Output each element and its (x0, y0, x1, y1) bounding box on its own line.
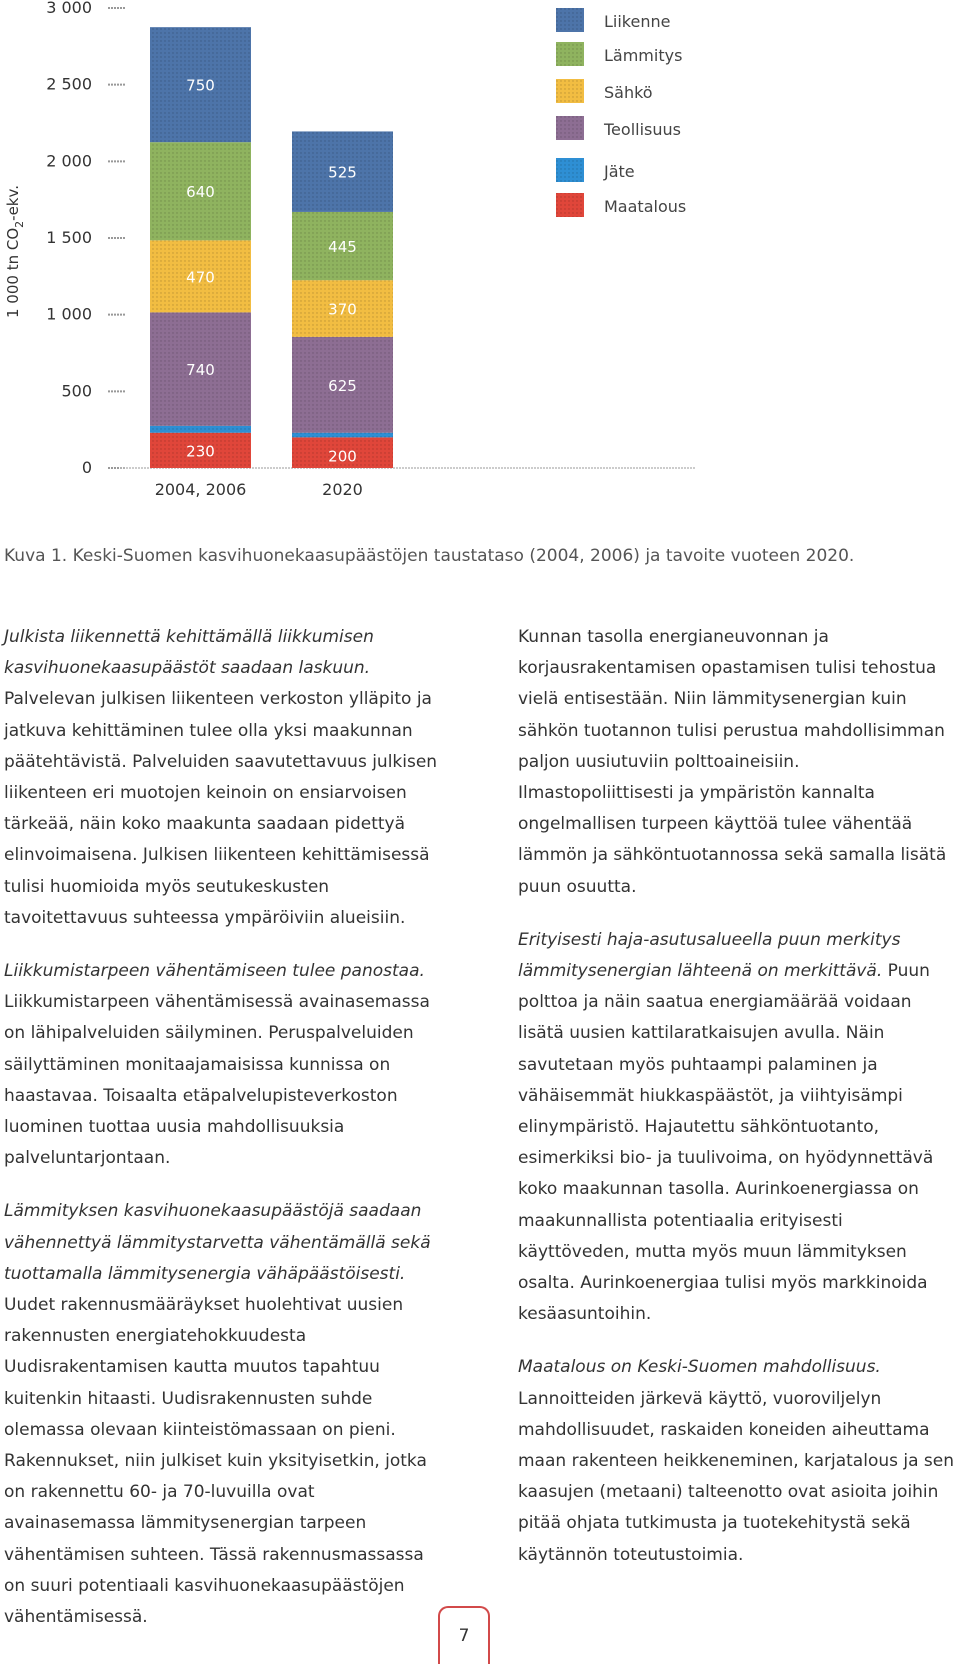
x-tick-label: 2004, 2006 (154, 480, 247, 499)
x-tick-label: 2020 (322, 480, 363, 499)
chart-legend (556, 8, 686, 217)
paragraph (518, 622, 958, 903)
bar-data-label: 230 (186, 442, 215, 461)
bar-data-label: 640 (186, 183, 215, 202)
paragraph (4, 956, 444, 1174)
bar-data-label: 470 (186, 268, 215, 287)
bar-data-label: 740 (186, 361, 215, 380)
bar-data-label: 200 (328, 447, 357, 466)
y-axis-label-suffix: -ekv. (4, 185, 22, 221)
paragraph-body: Palvelevan julkisen liikenteen verkoston ylläpito ja jatkuva kehittäminen tulee olla yksi maakunnan päätehtävistä. Palveluiden saavutettavuus julkisen liikenteen eri muotojen keinoin on ensiarvoisen tärkeää, näin koko maakunta saadaan pidettyä elinvoimaisena. Julkisen liikenteen kehittämisessä tulisi huomioida myös seutukeskusten tavoitettavuus suhteessa ympäröiviin alueisiin. (4, 689, 438, 928)
figure-caption: Kuva 1. Keski-Suomen kasvihuonekaasupäästöjen taustataso (2004, 2006) ja tavoite vuoteen 2020. (4, 546, 855, 566)
paragraph-body: Kunnan tasolla energianeuvonnan ja korjausrakentamisen opastamisen tulisi tehostua vielä entisestään. Niin lämmitysenergian kuin sähkön tuotannon tulisi perustua mahdollisimman paljon uusiutuviin polttoaineisiin. Ilmastopoliittisesti ja ympäristön kannalta ongelmallisen turpeen käyttöä tulee vähentää lämmön ja sähköntuotannossa sekä samalla lisätä puun osuutta. (518, 627, 947, 897)
paragraph-lead: Liikkumistarpeen vähentämiseen tulee panostaa. (4, 961, 425, 982)
bar-data-label: 445 (328, 238, 357, 257)
paragraph-lead: Julkista liikennettä kehittämällä liikkumisen kasvihuonekaasupäästöt saadaan laskuun. (4, 627, 374, 679)
paragraph-body: Lannoitteiden järkevä käyttö, vuoroviljelyn mahdollisuudet, raskaiden koneiden aiheuttama maan rakenteen heikkeneminen, karjatalous ja sen kaasujen (metaani) talteenotto ovat asioita joihin pitää ohjata tutkimusta ja tuotekehitystä sekä käytännön toteutustoimia. (518, 1388, 955, 1565)
legend-label: Jäte (604, 162, 635, 181)
emissions-stacked-bar-chart (0, 0, 960, 510)
bar-data-label: 370 (328, 300, 357, 319)
bar-stacks (150, 27, 393, 468)
bar-data-label: 525 (328, 163, 357, 182)
y-axis-label-main: 1 000 tn CO (4, 227, 22, 318)
paragraph-body: Uudet rakennusmääräykset huolehtivat uusien rakennusten energiatehokkuudesta Uudisrakentamisen kautta muutos tapahtuu kuitenkin hitaasti. Uudisrakennusten suhde olemassa olevaan kiinteistömassaan on pieni. Rakennukset, niin julkiset kuin yksityisetkin, jotka on rakennettu 60- ja 70-luvuilla ovat avainasemassa lämmitysenergian tarpeen vähentämisen suhteen. Tässä rakennusmassassa on suuri potentiaali kasvihuonekaasupäästöjen vähentämisessä. (4, 1295, 427, 1628)
legend-label: Liikenne (604, 12, 671, 31)
legend-swatch-texture (556, 193, 584, 217)
y-tick-label: 0 (81, 458, 92, 477)
legend-label: Lämmitys (604, 46, 683, 65)
y-axis-label (4, 185, 26, 318)
y-tick-label: 500 (61, 381, 92, 401)
legend-label: Maatalous (604, 197, 687, 216)
legend-label: Teollisuus (604, 120, 681, 139)
paragraph-lead: Maatalous on Keski-Suomen mahdollisuus. (518, 1357, 881, 1378)
bar-data-label: 750 (186, 76, 215, 95)
x-axis-labels (155, 480, 363, 499)
paragraph-body: Liikkumistarpeen vähentämisessä avainasemassa on lähipalveluiden säilyminen. Peruspalveluiden säilyttäminen monitaajamaisissa kunnissa on haastavaa. Toisaalta etäpalvelupisteverkoston luominen tuottaa uusia mahdollisuuksia palveluntarjontaan. (4, 992, 430, 1169)
paragraph-lead: Lämmityksen kasvihuonekaasupäästöjä saadaan vähennettyä lämmitystarvetta vähentämällä sekä tuottamalla lämmitysenergia vähäpäästöisesti. (4, 1201, 431, 1284)
y-axis-label-sub: 2 (13, 220, 26, 228)
bar-data-label: 625 (328, 376, 357, 395)
y-tick-label: 1 500 (46, 228, 92, 247)
y-tick-label: 3 000 (46, 0, 92, 17)
page-number: 7 (438, 1606, 490, 1664)
paragraph (4, 1196, 444, 1633)
paragraph (518, 1352, 958, 1570)
left-text-column (4, 622, 444, 1655)
legend-swatch-texture (556, 158, 584, 182)
paragraph-lead: Erityisesti haja-asutusalueella puun merkitys lämmitysenergian lähteenä on merkittävä. (518, 929, 901, 982)
legend-label: Sähkö (604, 83, 653, 102)
legend-swatch-texture (556, 42, 584, 66)
svg-text:1 000 tn CO2-ekv. (4, 185, 26, 318)
y-axis (46, 0, 126, 477)
paragraph (518, 925, 958, 1331)
right-text-column (518, 622, 958, 1593)
y-tick-label: 2 000 (46, 151, 92, 171)
legend-swatch-texture (556, 8, 584, 32)
paragraph-body: Puun polttoa ja näin saatua energiamäärää voidaan lisätä uusien kattilaratkaisujen avulla. Näin savutetaan myös puhtaampi palaminen ja vähäisemmät hiukkaspäästöt, ja viihtyisämpi elinympäristö. Hajautettu sähköntuotanto, esimerkiksi bio- ja tuulivoima, on hyödynnettävä koko maakunnan tasolla. Aurinkoenergiassa on maakunnallista potentiaalia erityisesti käyttöveden, mutta myös muun lämmityksen osalta. Aurinkoenergiaa tulisi myös markkinoida kesäasuntoihin. (518, 961, 934, 1325)
legend-swatch-texture (556, 116, 584, 140)
paragraph (4, 622, 444, 934)
legend-swatch-texture (556, 79, 584, 103)
y-tick-label: 1 000 (46, 304, 92, 324)
bar-segment-texture (150, 426, 251, 433)
y-tick-label: 2 500 (46, 74, 92, 94)
